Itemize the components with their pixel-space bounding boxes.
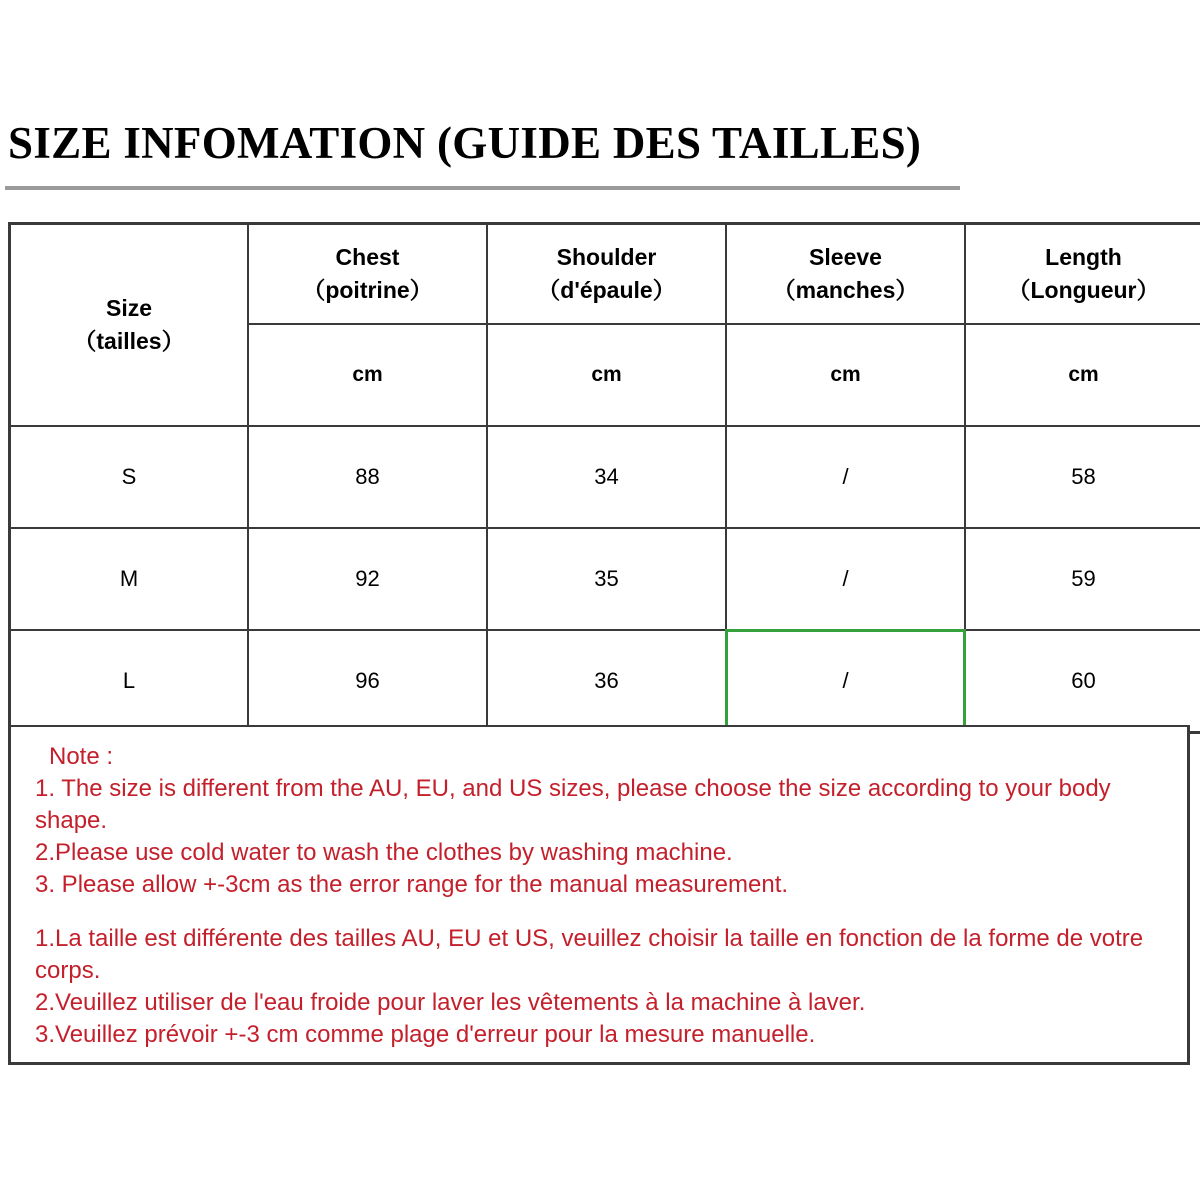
- header-cell-chest: [248, 224, 487, 325]
- notes-spacer: [35, 901, 1169, 923]
- note-en-3: 3. Please allow +-3cm as the error range for the manual measurement.: [35, 871, 789, 898]
- cell-shoulder-l[interactable]: 36: [487, 630, 726, 733]
- cell-sleeve-l-selected[interactable]: [726, 630, 965, 733]
- header-chest-fr: （poitrine）: [302, 277, 433, 303]
- header-cell-size: [10, 224, 249, 427]
- cell-length-s[interactable]: 58: [965, 426, 1200, 528]
- header-cell-length: [965, 224, 1200, 325]
- header-length-en: Length: [1045, 244, 1122, 270]
- cell-size-l[interactable]: L: [10, 630, 249, 733]
- unit-cell-length: cm: [965, 324, 1200, 426]
- cell-sleeve-s[interactable]: /: [726, 426, 965, 528]
- notes-heading: Note :: [49, 743, 114, 770]
- page-title-text: SIZE INFOMATION (GUIDE DES TAILLES): [8, 118, 922, 168]
- table-row: [10, 630, 1200, 733]
- note-fr-2: 2.Veuillez utiliser de l'eau froide pour laver les vêtements à la machine à laver.: [35, 989, 866, 1016]
- header-length-fr: （Longueur）: [1007, 277, 1160, 303]
- header-cell-shoulder: [487, 224, 726, 325]
- cell-chest-m[interactable]: 92: [248, 528, 487, 630]
- cell-length-l[interactable]: 60: [965, 630, 1200, 733]
- page-title: [8, 116, 1098, 170]
- cell-chest-l[interactable]: 96: [248, 630, 487, 733]
- cell-chest-s[interactable]: 88: [248, 426, 487, 528]
- header-size-en: Size: [105, 295, 153, 321]
- cell-length-m[interactable]: 59: [965, 528, 1200, 630]
- header-sleeve-en: Sleeve: [809, 244, 882, 270]
- note-en-1: 1. The size is different from the AU, EU, and US sizes, please choose the size according to your body shape.: [35, 775, 1118, 834]
- table-row: [10, 528, 1200, 630]
- table-row: [10, 426, 1200, 528]
- title-divider: [5, 186, 960, 190]
- unit-cell-sleeve: cm: [726, 324, 965, 426]
- note-fr-3: 3.Veuillez prévoir +-3 cm comme plage d'erreur pour la mesure manuelle.: [35, 1021, 816, 1048]
- header-chest-en: Chest: [335, 244, 400, 270]
- table-header-row-primary: [10, 224, 1200, 325]
- header-cell-sleeve: [726, 224, 965, 325]
- header-sleeve-fr: （manches）: [772, 277, 919, 303]
- notes-panel: [8, 725, 1190, 1065]
- unit-cell-shoulder: cm: [487, 324, 726, 426]
- cell-size-s[interactable]: S: [10, 426, 249, 528]
- size-table: [8, 222, 1200, 734]
- cell-shoulder-s[interactable]: 34: [487, 426, 726, 528]
- cell-size-m[interactable]: M: [10, 528, 249, 630]
- header-shoulder-en: Shoulder: [556, 244, 657, 270]
- note-en-2: 2.Please use cold water to wash the clothes by washing machine.: [35, 839, 733, 866]
- cell-sleeve-m[interactable]: /: [726, 528, 965, 630]
- cell-shoulder-m[interactable]: 35: [487, 528, 726, 630]
- header-shoulder-fr: （d'épaule）: [537, 277, 676, 303]
- note-fr-1: 1.La taille est différente des tailles AU, EU et US, veuillez choisir la taille en fonction de la forme de votre corps.: [35, 925, 1150, 984]
- cell-sleeve-l-value: /: [842, 668, 849, 693]
- header-size-fr: （tailles）: [73, 328, 185, 354]
- unit-cell-chest: cm: [248, 324, 487, 426]
